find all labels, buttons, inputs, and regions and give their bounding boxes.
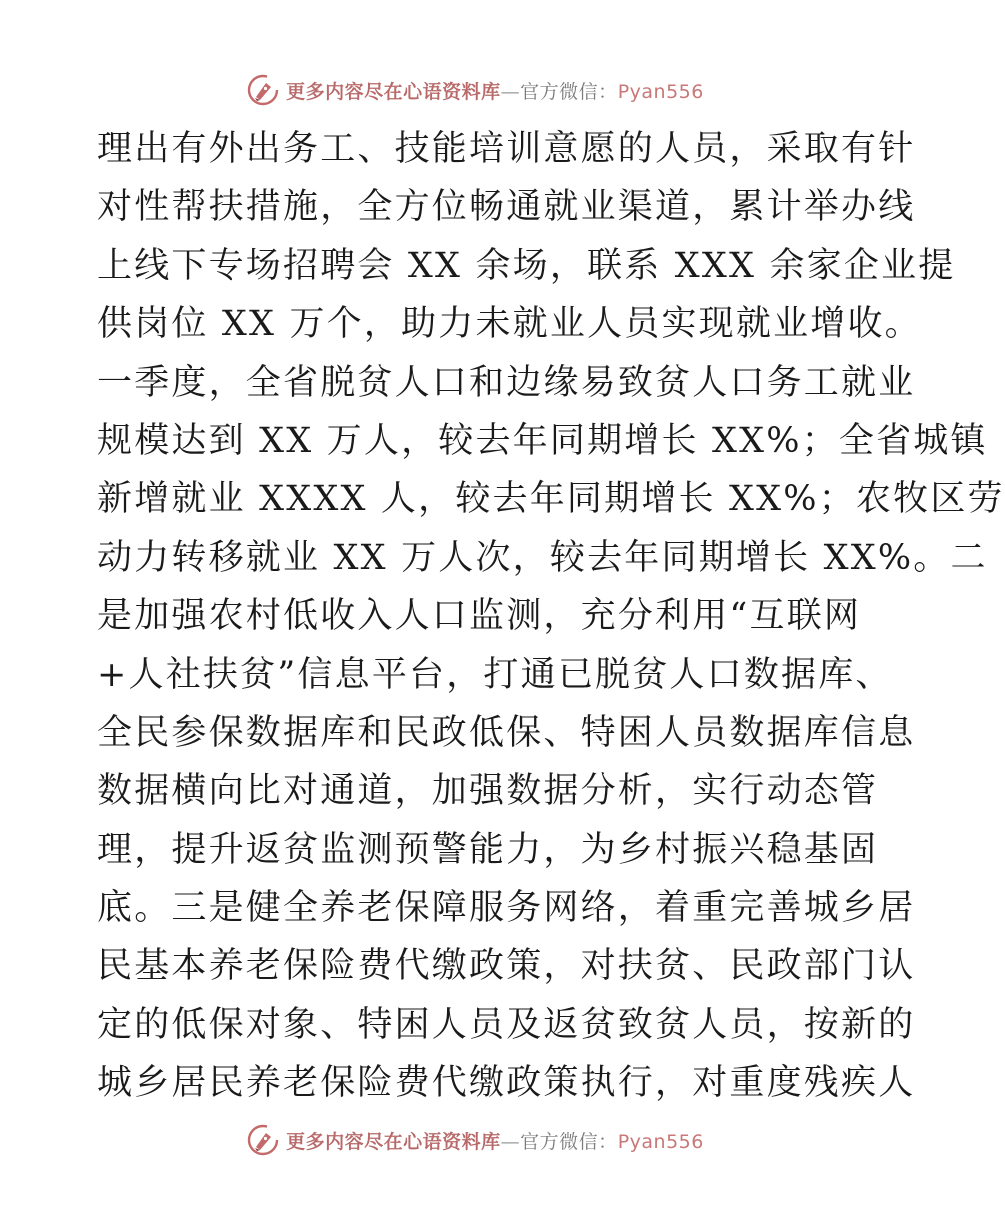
watermark-footer [0, 1120, 950, 1160]
body-line: 供岗位 XX 万个，助力未就业人员实现就业增收。 [97, 304, 922, 345]
body-line: 是加强农村低收入人口监测，充分利用“互联网 [97, 596, 862, 637]
watermark-header [0, 70, 950, 110]
watermark-text [286, 77, 704, 104]
body-text [97, 120, 1005, 1113]
watermark-brand: 更多内容尽在心语资料库 [286, 1130, 501, 1153]
pen-nib-circle-icon [246, 1123, 280, 1157]
body-line: 动力转移就业 XX 万人次，较去年同期增长 XX%。二 [97, 537, 988, 578]
watermark-separator: — [500, 80, 521, 103]
pen-nib-circle-icon [246, 73, 280, 107]
body-line: 底。三是健全养老保障服务网络，着重完善城乡居 [97, 888, 916, 929]
body-line: 上线下专场招聘会 XX 余场，联系 XXX 余家企业提 [97, 245, 956, 286]
watermark-official-label: 官方微信： [520, 80, 618, 103]
body-line: 数据横向比对通道，加强数据分析，实行动态管 [97, 771, 879, 812]
body-line: 定的低保对象、特困人员及返贫致贫人员，按新的 [97, 1004, 916, 1045]
watermark-separator: — [500, 1130, 521, 1153]
body-line: 理出有外出务工、技能培训意愿的人员，采取有针 [97, 129, 916, 169]
watermark-wechat-id: Pyan556 [617, 80, 704, 103]
body-line: 民基本养老保险费代缴政策，对扶贫、民政部门认 [97, 946, 916, 987]
body-line: 城乡居民养老保险费代缴政策执行，对重度残疾人 [97, 1063, 916, 1104]
body-line: +人社扶贫”信息平台，打通已脱贫人口数据库、 [97, 654, 893, 695]
body-line: 对性帮扶措施，全方位畅通就业渠道，累计举办线 [97, 187, 916, 228]
watermark-official-label: 官方微信： [520, 1130, 618, 1153]
watermark-text [286, 1127, 704, 1154]
body-line: 全民参保数据库和民政低保、特困人员数据库信息 [97, 712, 916, 753]
body-line: 一季度，全省脱贫人口和边缘易致贫人口务工就业 [97, 362, 916, 403]
body-line: 理，提升返贫监测预警能力，为乡村振兴稳基固 [97, 829, 879, 870]
body-line: 新增就业 XXXX 人，较去年同期增长 XX%；农牧区劳 [97, 479, 1005, 520]
body-line: 规模达到 XX 万人，较去年同期增长 XX%；全省城镇 [97, 420, 988, 461]
watermark-brand: 更多内容尽在心语资料库 [286, 80, 501, 103]
watermark-wechat-id: Pyan556 [617, 1130, 704, 1153]
